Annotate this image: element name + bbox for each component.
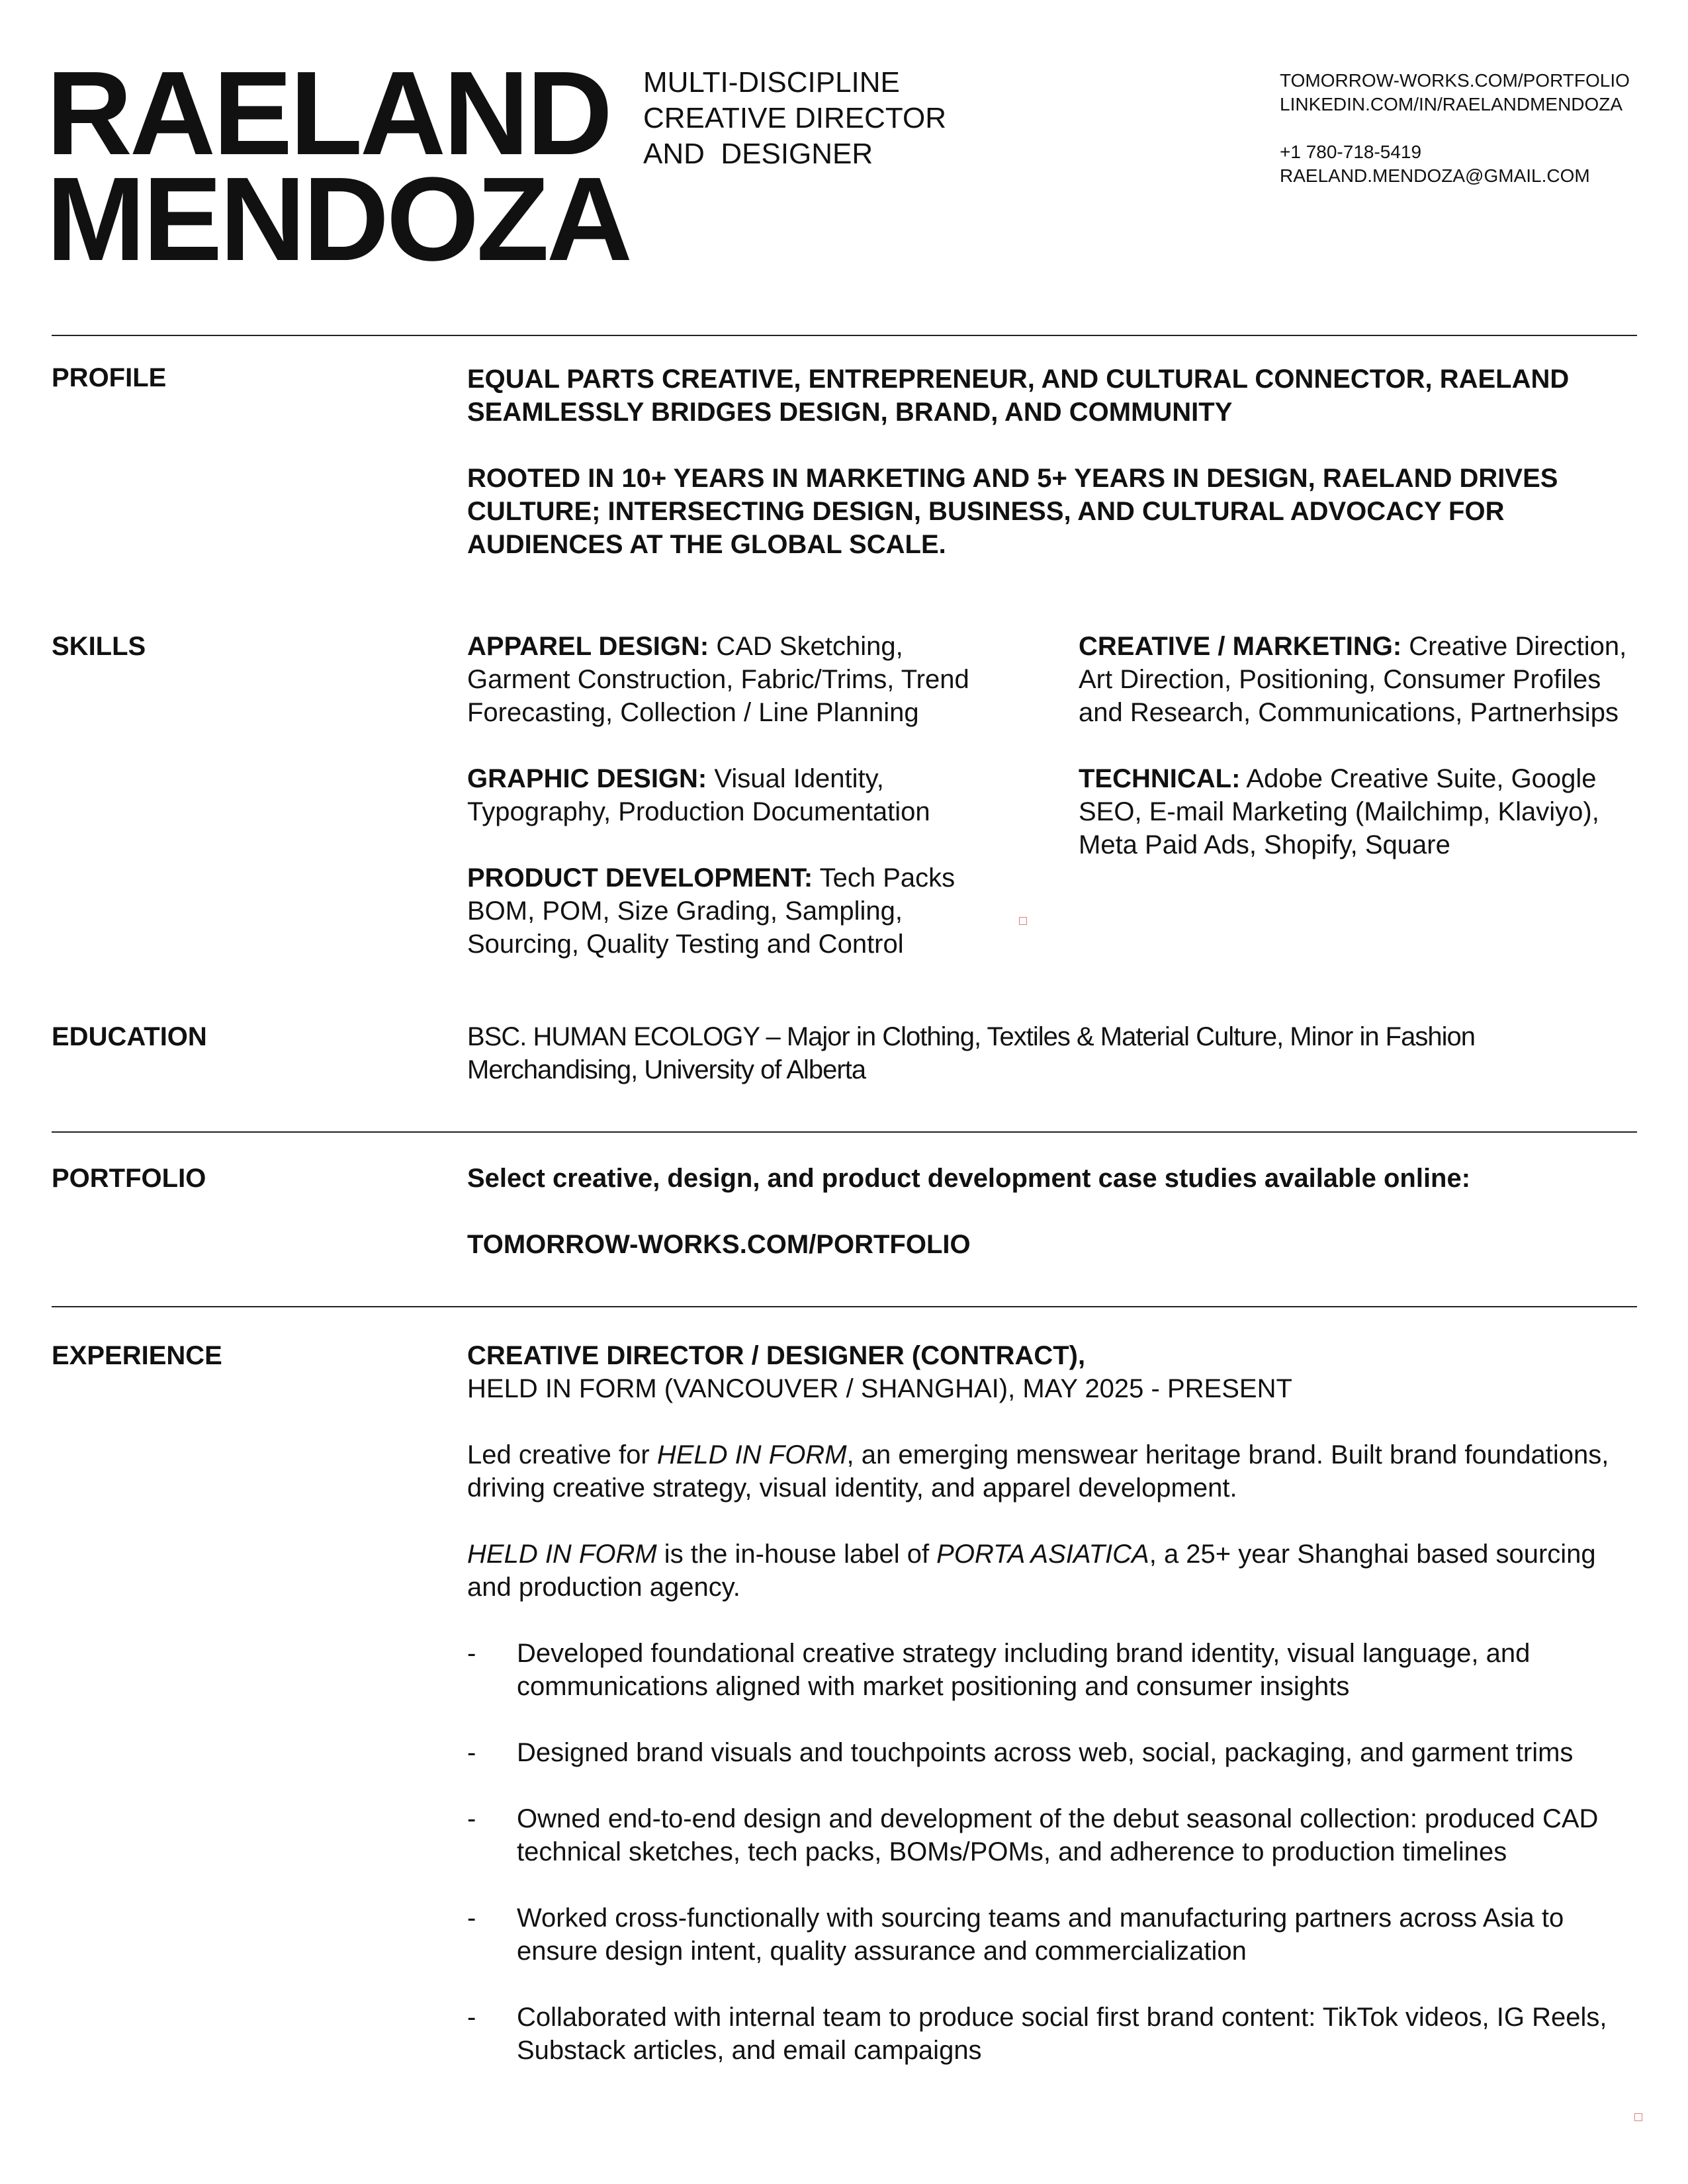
divider xyxy=(52,1306,1637,1307)
list-item-text: Worked cross-functionally with sourcing teams and manufacturing partners across Asia to ensure design intent, quality assurance and commercialization xyxy=(517,1903,1564,1966)
section-label-profile: PROFILE xyxy=(52,363,167,392)
skill-list: Tech Packs BOM, POM, Size Grading, Sampling, Sourcing, Quality Testing and Control xyxy=(467,863,955,959)
brand-name: HELD IN FORM xyxy=(656,1440,847,1469)
skill-title: GRAPHIC DESIGN: xyxy=(467,764,707,793)
tagline-line: MULTI-DISCIPLINE xyxy=(643,66,900,99)
candidate-name xyxy=(46,47,630,286)
skill-list: Visual Identity, Typography, Production Documentation xyxy=(467,764,930,826)
brand-description xyxy=(467,1538,1638,1604)
experience-entry xyxy=(467,1339,1638,2100)
tagline-line: CREATIVE DIRECTOR xyxy=(643,102,946,134)
website-link[interactable]: TOMORROW-WORKS.COM/PORTFOLIO xyxy=(1280,70,1630,91)
skills-column-right xyxy=(1079,630,1634,895)
linkedin-link[interactable]: LINKEDIN.COM/IN/RAELANDMENDOZA xyxy=(1280,94,1623,114)
bullet-dash: - xyxy=(467,1804,476,1833)
bullet-dash: - xyxy=(467,1639,476,1668)
skill-list: Adobe Creative Suite, Google SEO, E-mail Marketing (Mailchimp, Klaviyo), Meta Paid Ads, Shopify, Square xyxy=(1079,764,1599,859)
section-label-skills: SKILLS xyxy=(52,632,146,661)
name-last: MENDOZA xyxy=(46,153,630,286)
responsibilities-list xyxy=(467,1637,1638,2067)
skill-list: Creative Direction, Art Direction, Positioning, Consumer Profiles and Research, Communications, Partnerhsips xyxy=(1079,632,1627,727)
education-degree: BSC. HUMAN ECOLOGY – Major in Clothing, Textiles & Material Culture, Minor in Fashion Merchandising, University of Alberta xyxy=(467,1022,1475,1084)
skill-title: CREATIVE / MARKETING: xyxy=(1079,632,1402,661)
desc-text: is the in-house label of xyxy=(656,1540,937,1569)
skill-title: APPAREL DESIGN: xyxy=(467,632,709,661)
list-item xyxy=(467,1736,1638,1769)
brand-name: HELD IN FORM xyxy=(467,1540,657,1569)
divider xyxy=(52,335,1637,336)
desc-text: Led creative for xyxy=(467,1440,657,1469)
job-tagline xyxy=(643,65,946,172)
job-company: HELD IN FORM (VANCOUVER / SHANGHAI), MAY 2025 - PRESENT xyxy=(467,1374,1292,1403)
portfolio-link[interactable]: TOMORROW-WORKS.COM/PORTFOLIO xyxy=(467,1230,971,1259)
list-item-text: Collaborated with internal team to produce social first brand content: TikTok videos, IG Reels, Substack articles, and email campaigns xyxy=(517,2003,1607,2065)
desc-text: , a 25+ year Shanghai based sourcing and production agency. xyxy=(467,1540,1596,1602)
skill-list: CAD Sketching, Garment Construction, Fabric/Trims, Trend Forecasting, Collection / Line Planning xyxy=(467,632,969,727)
profile-summary: EQUAL PARTS CREATIVE, ENTREPRENEUR, AND CULTURAL CONNECTOR, RAELAND SEAMLESSLY BRIDGES DESIGN, BRAND, AND COMMUNITY xyxy=(467,365,1570,427)
tagline-line: AND DESIGNER xyxy=(643,138,873,170)
list-item xyxy=(467,1802,1638,1868)
list-item-text: Designed brand visuals and touchpoints across web, social, packaging, and garment trims xyxy=(517,1738,1574,1767)
skill-creative-marketing xyxy=(1079,630,1634,729)
divider xyxy=(52,1131,1637,1133)
anchor-marker xyxy=(1634,2113,1642,2121)
bullet-dash: - xyxy=(467,2003,476,2032)
skill-apparel-design xyxy=(467,630,990,729)
skill-title: PRODUCT DEVELOPMENT: xyxy=(467,863,813,893)
contact-block xyxy=(1280,69,1630,188)
section-label-portfolio: PORTFOLIO xyxy=(52,1164,206,1193)
skills-column-left xyxy=(467,630,990,994)
phone-number[interactable]: +1 780-718-5419 xyxy=(1280,142,1422,162)
section-label-education: EDUCATION xyxy=(52,1022,207,1051)
bullet-dash: - xyxy=(467,1903,476,1933)
job-role: CREATIVE DIRECTOR / DESIGNER (CONTRACT), xyxy=(467,1341,1086,1370)
skill-product-development xyxy=(467,861,990,961)
list-item xyxy=(467,1637,1638,1703)
portfolio-intro: Select creative, design, and product development case studies available online: xyxy=(467,1164,1471,1193)
list-item-text: Owned end-to-end design and development of the debut seasonal collection: produced CAD technical sketches, tech packs, BOMs/POMs, and adherence to production timelines xyxy=(517,1804,1599,1866)
list-item-text: Developed foundational creative strategy including brand identity, visual language, and communications aligned with market positioning and consumer insights xyxy=(517,1639,1531,1701)
email-link[interactable]: RAELAND.MENDOZA@GMAIL.COM xyxy=(1280,165,1590,186)
job-description xyxy=(467,1438,1638,1505)
parent-company-name: PORTA ASIATICA xyxy=(936,1540,1149,1569)
skill-title: TECHNICAL: xyxy=(1079,764,1241,793)
skill-technical xyxy=(1079,762,1634,861)
anchor-marker xyxy=(1019,917,1027,925)
profile-background: ROOTED IN 10+ YEARS IN MARKETING AND 5+ YEARS IN DESIGN, RAELAND DRIVES CULTURE; INTERSECTING DESIGN, BUSINESS, AND CULTURAL ADVOCACY FOR AUDIENCES AT THE GLOBAL SCALE. xyxy=(467,464,1558,559)
skill-graphic-design xyxy=(467,762,990,828)
bullet-dash: - xyxy=(467,1738,476,1767)
list-item xyxy=(467,1901,1638,1968)
desc-text: , an emerging menswear heritage brand. Built brand foundations, driving creative strategy, visual identity, and apparel development. xyxy=(467,1440,1609,1503)
profile-section xyxy=(467,363,1632,561)
name-first: RAELAND xyxy=(46,47,610,180)
section-label-experience: EXPERIENCE xyxy=(52,1341,222,1370)
list-item xyxy=(467,2001,1638,2067)
